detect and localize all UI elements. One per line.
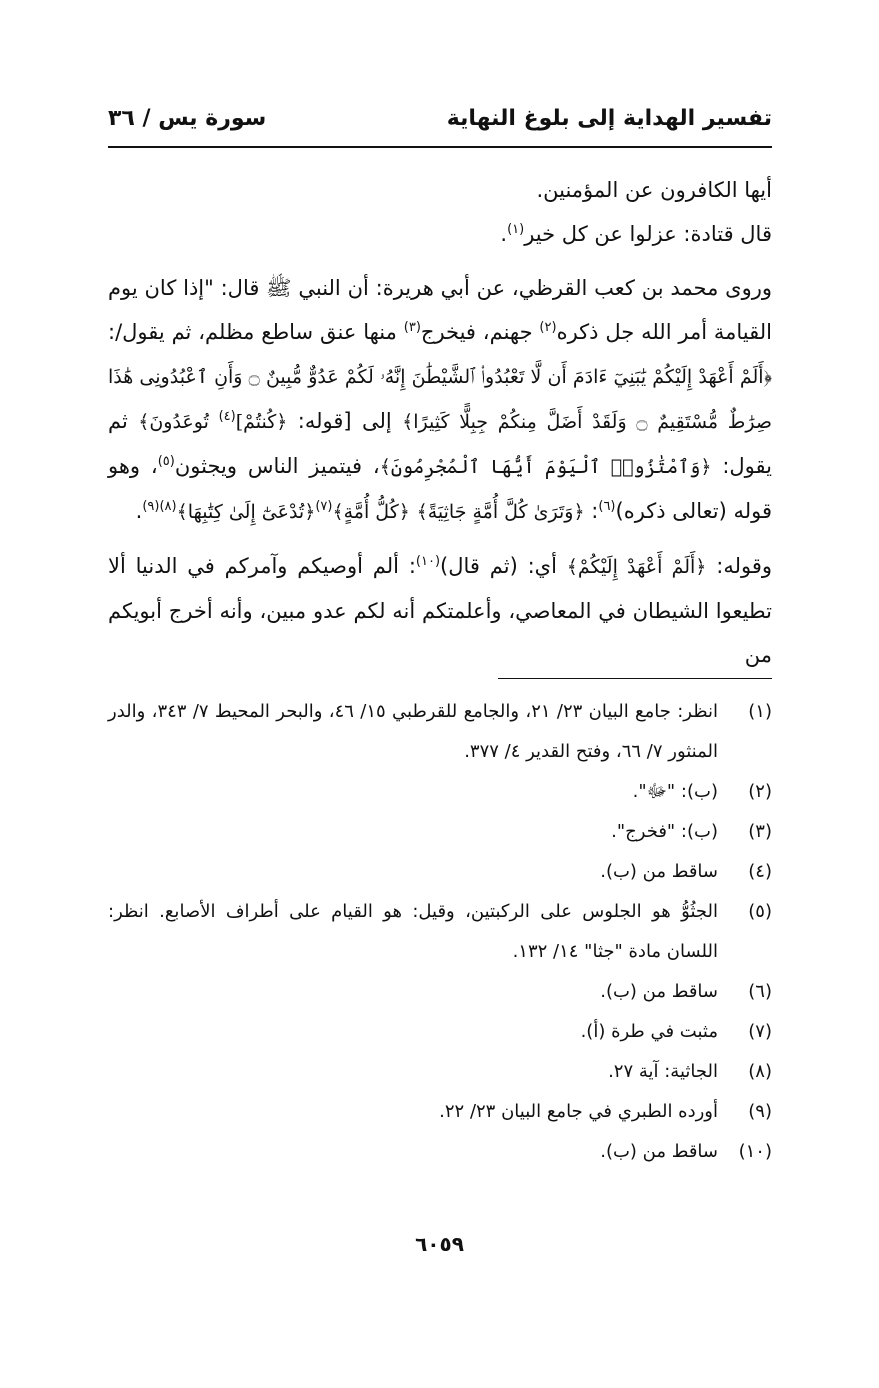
footnote-rule	[498, 678, 772, 679]
footnote-text: الجثُوُّ هو الجلوس على الركبتين، وقيل: هو القيام على أطراف الأصابع. انظر: اللسان مادة "جثا" ١٤/ ١٣٢.	[108, 901, 718, 962]
text-run: قال قتادة: عزلوا عن كل خير	[524, 222, 772, 246]
footnote-text: أورده الطبري في جامع البيان ٢٣/ ٢٢.	[439, 1101, 718, 1122]
paragraph	[108, 544, 772, 677]
footnote-marker: (٨)(٩)	[142, 499, 177, 514]
footnote-number: (٦)	[748, 981, 772, 1002]
text-run: وروى محمد بن كعب القرظي، عن أبي هريرة: أن النبي ﷺ قال: "إذا كان يوم القيامة أمر الله جل ذكره	[108, 276, 772, 344]
text-run: إلى [قوله:	[287, 409, 403, 433]
footnote-marker: (٥)	[157, 454, 175, 469]
quran-verse: ﴿أَلَمْ أَعْهَدْ إِلَيْكُمْ﴾	[566, 556, 707, 578]
footnote-number: (٣)	[748, 821, 772, 842]
quran-verse: ﴿تُدْعَىٰٓ إِلَىٰ كِتَٰبِهَا﴾	[176, 501, 316, 523]
footnote-text: (ب): "ﷻ".	[632, 781, 718, 802]
footnote	[108, 1092, 772, 1132]
paragraph	[108, 266, 772, 534]
text-run: وقوله:	[706, 554, 773, 578]
footnote-number: (٤)	[748, 861, 772, 882]
footnote-marker: (٤)	[218, 409, 236, 424]
footnote-number: (٥)	[748, 901, 772, 922]
footnote-number: (٨)	[748, 1061, 772, 1082]
text-run: ، وهو قوله (تعالى ذكره)	[108, 454, 772, 523]
surah-label: سورة يس / ٣٦	[108, 106, 267, 131]
quran-verse: تُوعَدُونَ﴾	[138, 411, 219, 433]
footnote-marker: (٢)	[539, 320, 557, 335]
footnote	[108, 1132, 772, 1172]
footnote-text: الجاثية: آية ٢٧.	[608, 1061, 718, 1082]
quran-verse: ﴿وَتَرَىٰ كُلَّ أُمَّةٍ جَاثِيَةً﴾	[416, 501, 585, 523]
text-run: .	[500, 222, 508, 246]
quran-verse: ﴿أَلَمْ أَعْهَدْ إِلَيْكُمْ يَٰبَنِيٓ ءَادَمَ أَن لَّا تَعْبُدُوا۟ ٱلشَّيْطَٰنَ إِنَّهُۥ لَكُمْ عَدُوٌّ مُّبِينٌ ۝ وَأَنِ ٱعْبُدُونِى هَٰذَا صِرَٰطٌ مُّسْتَقِيمٌ ۝ وَلَقَدْ أَضَلَّ مِنكُمْ جِبِلًّا كَثِيرًا﴾	[108, 366, 773, 433]
footnote-text: انظر: جامع البيان ٢٣/ ٢١، والجامع للقرطبي ١٥/ ٤٦، والبحر المحيط ٧/ ٣٤٣، والدر المنثور ٧/ ٦٦، وفتح القدير ٤/ ٣٧٧.	[108, 701, 718, 762]
main-text	[108, 168, 772, 685]
footnote-number: (٧)	[748, 1021, 772, 1042]
footnote-text: (ب): "فخرج".	[611, 821, 718, 842]
text-run: : ألم أوصيكم وآمركم في الدنيا ألا تطيعوا الشيطان في المعاصي، وأعلمتكم أنه لكم عدو مبين، وأنه أخرج أبويكم من	[108, 554, 772, 667]
text-run: :	[584, 499, 599, 523]
footnote-text: ساقط من (ب).	[600, 861, 718, 882]
text-run	[410, 499, 417, 523]
footnote	[108, 972, 772, 1012]
paragraph	[108, 212, 772, 256]
quran-verse: ﴿وَٱمْتَٰزُوا۟ ٱلْيَوْمَ أَيُّهَا ٱلْمُجْرِمُونَ﴾	[379, 456, 712, 478]
text-run: .	[135, 499, 143, 523]
quran-verse: ﴿كُنتُمْ]	[235, 411, 288, 433]
text-run: جهنم، فيخرج	[420, 320, 540, 344]
text-run: منها عنق ساطع مظلم، ثم يقول/:	[108, 320, 404, 344]
quran-verse: ﴿كُلُّ أُمَّةٍ﴾	[332, 501, 410, 523]
paragraph: أيها الكافرون عن المؤمنين.	[536, 178, 772, 202]
footnote-number: (٢)	[748, 781, 772, 802]
footnote	[108, 812, 772, 852]
header-rule	[108, 146, 772, 148]
footnote-text: ساقط من (ب).	[600, 981, 718, 1002]
footnotes-list	[108, 692, 772, 1172]
text-run: ، فيتميز الناس ويجثون	[174, 454, 380, 478]
footnote	[108, 1012, 772, 1052]
footnote-number: (١٠)	[738, 1141, 772, 1162]
footnote-marker: (٣)	[403, 320, 421, 335]
footnote	[108, 772, 772, 812]
text-run: ثم يقول:	[108, 409, 773, 478]
page-number: ٦٠٥٩	[415, 1232, 464, 1256]
footnote-marker: (١٠)	[415, 554, 441, 569]
text-run: أي: (ثم قال)	[440, 554, 567, 578]
footnote-marker: (١)	[507, 222, 525, 237]
footnote	[108, 892, 772, 972]
footnote-number: (١)	[748, 701, 772, 722]
footnote-number: (٩)	[748, 1101, 772, 1122]
book-title: تفسير الهداية إلى بلوغ النهاية	[446, 106, 772, 131]
footnote	[108, 852, 772, 892]
running-head	[108, 102, 772, 142]
footnote-text: ساقط من (ب).	[600, 1141, 718, 1162]
footnote-marker: (٦)	[598, 499, 616, 514]
footnote	[108, 1052, 772, 1092]
footnote	[108, 692, 772, 772]
footnote-text: مثبت في طرة (أ).	[580, 1021, 718, 1042]
footnote-marker: (٧)	[315, 499, 333, 514]
